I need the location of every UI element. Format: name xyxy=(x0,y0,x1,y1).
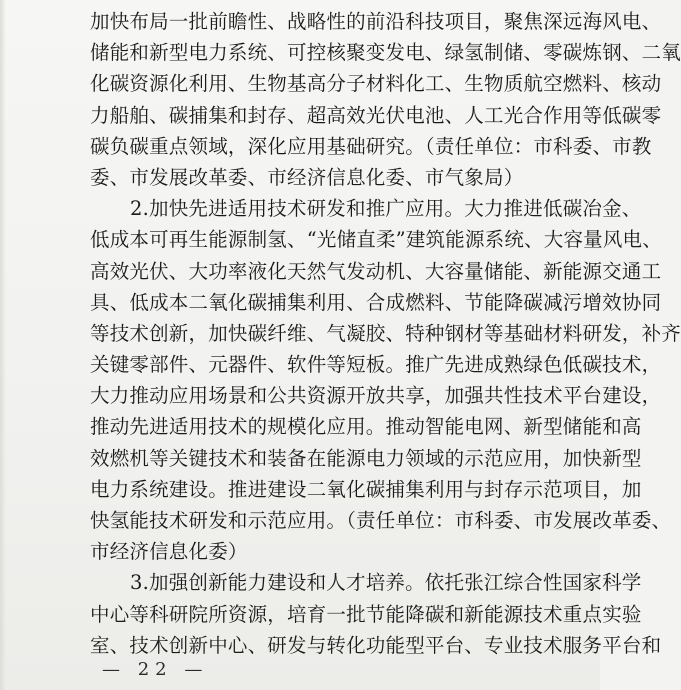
section-heading-line: 3.加强创新能力建设和人才培养。依托张江综合性国家科学 xyxy=(130,571,642,595)
body-line: 电力系统建设。推进建设二氧化碳捕集利用与封存示范项目，加 xyxy=(90,477,642,501)
body-line: 具、低成本二氧化碳捕集利用、合成燃料、节能降碳减污增效协同 xyxy=(90,290,662,314)
body-line: 委、市发展改革委、市经济信息化委、市气象局） xyxy=(90,165,524,189)
section-heading-line: 2.加快先进适用技术研发和推广应用。大力推进低碳冶金、 xyxy=(130,197,642,221)
body-line: 推动先进适用技术的规模化应用。推动智能电网、新型储能和高 xyxy=(90,415,642,439)
body-line: 力船舶、碳捕集和封存、超高效光伏电池、人工光合作用等低碳零 xyxy=(90,103,662,127)
body-line: 市经济信息化委） xyxy=(90,540,248,564)
body-line: 碳负碳重点领域，深化应用基础研究。（责任单位：市科委、市教 xyxy=(90,134,652,158)
body-line: 效燃机等关键技术和装备在能源电力领域的示范应用，加快新型 xyxy=(90,446,642,470)
body-line: 低成本可再生能源制氢、“光储直柔”建筑能源系统、大容量风电、 xyxy=(90,228,662,252)
body-line: 高效光伏、大功率液化天然气发动机、大容量储能、新能源交通工 xyxy=(90,259,662,283)
body-line: 储能和新型电力系统、可控核聚变发电、绿氢制储、零碳炼钢、二氧 xyxy=(90,41,681,65)
page-edge-shadow xyxy=(0,0,6,690)
body-line: 大力推动应用场景和公共资源开放共享，加强共性技术平台建设， xyxy=(90,384,662,408)
body-line: 化碳资源化利用、生物基高分子材料化工、生物质航空燃料、核动 xyxy=(90,72,662,96)
body-line: 室、技术创新中心、研发与转化功能型平台、专业技术服务平台和 xyxy=(90,633,662,657)
body-line: 中心等科研院所资源，培育一批节能降碳和新能源技术重点实验 xyxy=(90,602,642,626)
page-number: — 22 — xyxy=(102,659,209,680)
body-line: 等技术创新，加快碳纤维、气凝胶、特种钢材等基础材料研发，补齐 xyxy=(90,321,681,345)
body-line: 快氢能技术研发和示范应用。（责任单位：市科委、市发展改革委、 xyxy=(90,509,672,532)
body-line: 加快布局一批前瞻性、战略性的前沿科技项目，聚焦深远海风电、 xyxy=(90,10,662,33)
body-line: 关键零部件、元器件、软件等短板。推广先进成熟绿色低碳技术， xyxy=(90,353,662,377)
